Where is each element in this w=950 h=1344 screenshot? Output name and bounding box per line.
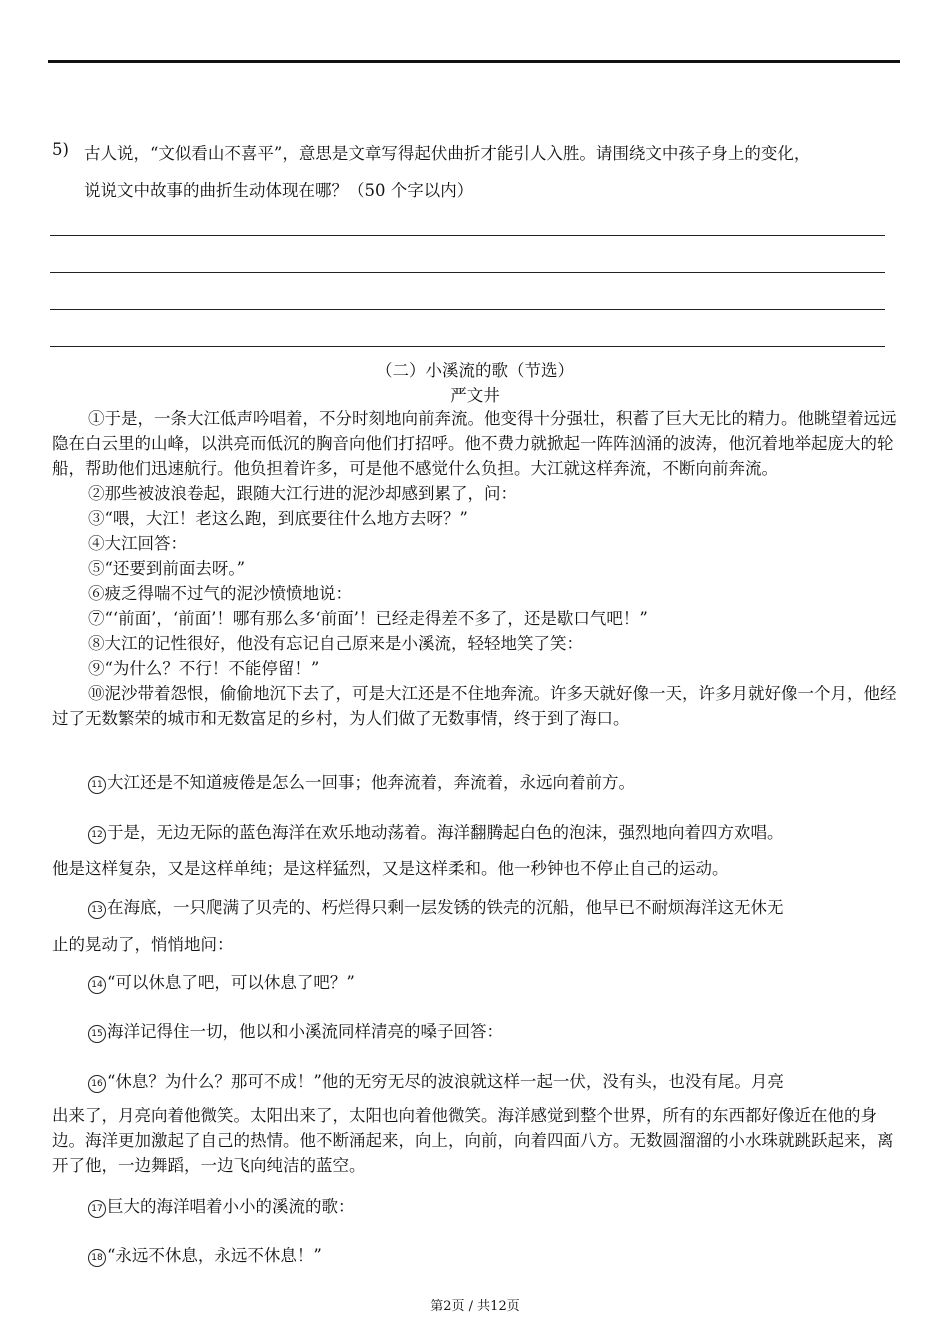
passage-block [52,406,902,731]
paragraph-number-16: 16 [88,1075,106,1093]
page-indicator: 第2页 / 共12页 [430,1299,520,1314]
paragraph-9: ⑨“为什么？不行！不能停留！” [88,659,320,678]
paragraph-11-text: 大江还是不知道疲倦是怎么一回事；他奔流着，奔流着，永远向着前方。 [107,773,635,792]
paragraph-1: ①于是，一条大江低声吟唱着，不分时刻地向前奔流。他变得十分强壮，积蓄了巨大无比的精力。他眺望着远远隐在白云里的山峰，以洪亮而低沉的胸音向他们打招呼。他不费力就掀起一阵阵汹涌的波涛，他沉着地举起庞大的轮船，帮助他们迅速航行。他负担着许多，可是他不感觉什么负担。大江就这样奔流，不断向前奔流。 [52,409,897,478]
paragraph-16-rest: 出来了，月亮向着他微笑。太阳出来了，太阳也向着他微笑。海洋感觉到整个世界，所有的东西都好像近在他的身边。海洋更加激起了自己的热情。他不断涌起来，向上，向前，向着四面八方。无数圆溜溜的小水珠就跳跃起来，离开了他，一边舞蹈，一边飞向纯洁的蓝空。 [52,1106,894,1175]
paragraph-6: ⑥疲乏得喘不过气的泥沙愤愤地说： [88,584,352,603]
paragraph-number-13: 13 [88,901,106,919]
paragraph-13-line-2: 止的晃动了，悄悄地问： [52,935,234,954]
paragraph-4: ④大江回答： [88,534,187,553]
paragraph-16-line-1 [52,1068,902,1093]
passage-author: 严文井 [450,386,500,405]
paragraph-number-11: 11 [88,776,106,794]
paragraph-8: ⑧大江的记性很好，他没有忘记自己原来是小溪流，轻轻地笑了笑： [88,634,583,653]
paragraph-17-text: 巨大的海洋唱着小小的溪流的歌： [107,1197,355,1216]
paragraph-15-text: 海洋记得住一切，他以和小溪流同样清亮的嗓子回答： [107,1022,503,1041]
paragraph-14-text: “可以休息了吧，可以休息了吧？” [107,973,355,992]
paragraph-16-text-1: “休息？为什么？那可不成！”他的无穷无尽的波浪就这样一起一伏，没有头，也没有尾。月亮 [107,1072,784,1091]
question-number: 5) [52,140,69,159]
paragraph-number-18: 18 [88,1249,106,1267]
question-text-line-1: 古人说，“文似看山不喜平”，意思是文章写得起伏曲折才能引人入胜。请围绕文中孩子身上的变化， [84,144,811,163]
paragraph-15 [52,1018,902,1043]
paragraph-3: ③“喂，大江！老这么跑，到底要往什么地方去呀？” [88,509,468,528]
paragraph-12-line-2: 他是这样复杂，又是这样单纯；是这样猛烈，又是这样柔和。他一秒钟也不停止自己的运动。 [52,859,729,878]
paragraph-number-17: 17 [88,1200,106,1218]
paragraph-14 [52,969,902,994]
paragraph-12-line-1 [52,819,902,844]
question-text-line-2: 说说文中故事的曲折生动体现在哪？（50 个字以内） [84,181,474,200]
paragraph-18 [52,1242,902,1267]
paragraph-18-text: “永远不休息，永远不休息！” [107,1246,322,1265]
paragraph-2: ②那些被波浪卷起，跟随大江行进的泥沙却感到累了，问： [88,484,517,503]
paragraph-11 [52,769,902,794]
header-rule [48,60,900,63]
paragraph-5: ⑤“还要到前面去呀。” [88,559,246,578]
answer-line[interactable] [50,235,885,236]
paragraph-number-12: 12 [88,826,106,844]
answer-line[interactable] [50,309,885,310]
paragraph-13-line-1 [52,894,902,919]
paragraph-10: ⑩泥沙带着怨恨，偷偷地沉下去了，可是大江还是不住地奔流。许多天就好像一天，许多月就好像一个月，他经过了无数繁荣的城市和无数富足的乡村，为人们做了无数事情，终于到了海口。 [52,684,897,728]
paragraph-number-14: 14 [88,976,106,994]
paragraph-number-15: 15 [88,1025,106,1043]
answer-line[interactable] [50,272,885,273]
paragraph-7: ⑦“‘前面’，‘前面’！哪有那么多‘前面’！已经走得差不多了，还是歇口气吧！” [88,609,648,628]
answer-line[interactable] [50,346,885,347]
paragraph-13-text-1: 在海底，一只爬满了贝壳的、朽烂得只剩一层发锈的铁壳的沉船，他早已不耐烦海洋这无休无 [107,898,784,917]
paragraph-17 [52,1193,902,1218]
paragraph-12-text-1: 于是，无边无际的蓝色海洋在欢乐地动荡着。海洋翻腾起白色的泡沫，强烈地向着四方欢唱。 [107,823,784,842]
passage-title: （二）小溪流的歌（节选） [376,361,574,380]
